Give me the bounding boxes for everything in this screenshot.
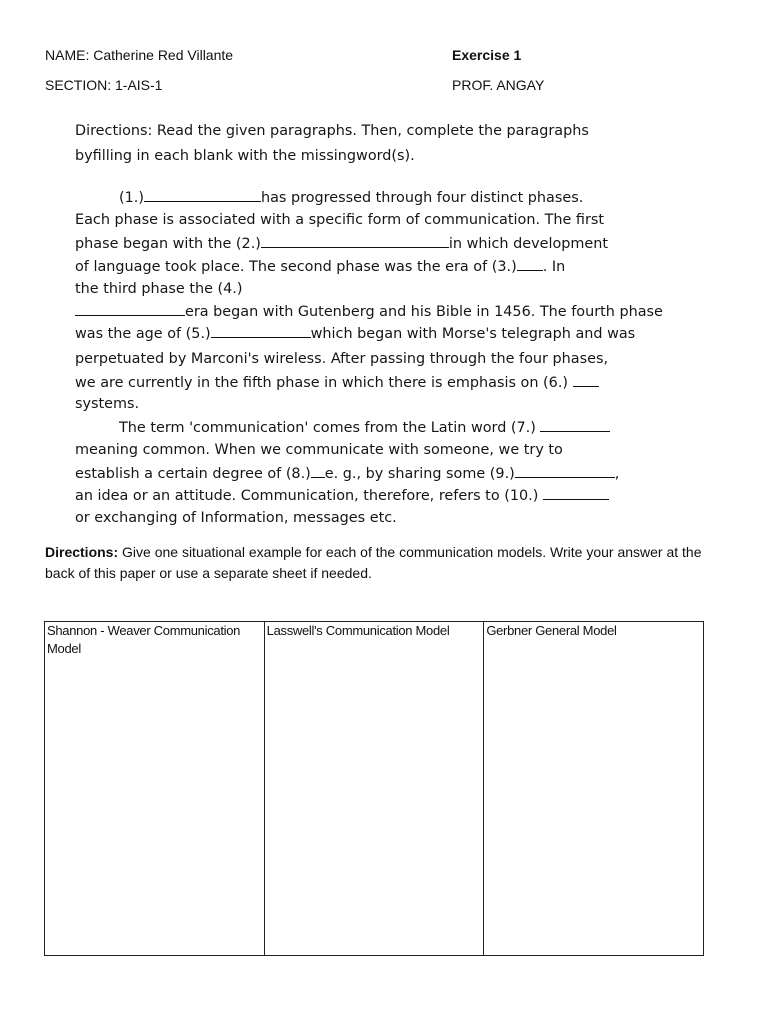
blank-8[interactable]: [311, 462, 325, 478]
student-section: SECTION: 1-AIS-1: [45, 77, 163, 93]
passage-line: phase began with the (2.) in which development: [75, 232, 608, 255]
table-row: [45, 622, 704, 956]
passage-line: the third phase the (4.): [75, 281, 243, 297]
passage-line: or exchanging of Information, messages etc.: [75, 510, 397, 526]
directions-text: Give one situational example for each of the communication models. Write your answer at the back of this paper or use a separate sheet if needed.: [45, 544, 702, 581]
passage-line: era began with Gutenberg and his Bible in 1456. The fourth phase: [75, 300, 663, 323]
directions-line-2: byfilling in each blank with the missingword(s).: [75, 148, 415, 164]
gerbner-cell[interactable]: Gerbner General Model: [484, 622, 704, 956]
blank-5[interactable]: [211, 322, 311, 338]
blank-6[interactable]: [573, 371, 599, 387]
blank-3[interactable]: [517, 255, 543, 271]
passage-line: systems.: [75, 396, 140, 412]
passage-line: establish a certain degree of (8.) e. g., by sharing some (9.) ,: [75, 462, 619, 485]
passage-line: was the age of (5.) which began with Morse's telegraph and was: [75, 322, 635, 345]
passage-line: The term 'communication' comes from the Latin word (7.): [119, 416, 610, 439]
blank-2[interactable]: [261, 232, 449, 248]
passage-line: an idea or an attitude. Communication, therefore, refers to (10.): [75, 484, 609, 507]
passage-line: (1.) has progressed through four distinct phases.: [119, 186, 583, 209]
blank-4[interactable]: [75, 300, 185, 316]
blank-1[interactable]: [144, 186, 261, 202]
shannon-weaver-cell[interactable]: Shannon - Weaver Communication Model: [45, 622, 265, 956]
blank-10[interactable]: [543, 484, 609, 500]
passage-line: we are currently in the fifth phase in which there is emphasis on (6.): [75, 371, 599, 394]
passage-line: meaning common. When we communicate with someone, we try to: [75, 442, 563, 458]
blank-9[interactable]: [515, 462, 615, 478]
directions-label: Directions:: [45, 544, 119, 560]
student-name: NAME: Catherine Red Villante: [45, 47, 234, 63]
passage-line: of language took place. The second phase was the era of (3.) . In: [75, 255, 565, 278]
blank-7[interactable]: [540, 416, 610, 432]
professor-name: PROF. ANGAY: [452, 77, 545, 93]
lasswell-cell[interactable]: Lasswell's Communication Model: [264, 622, 484, 956]
exercise-title: Exercise 1: [452, 47, 522, 63]
directions-line-1: Directions: Read the given paragraphs. Then, complete the paragraphs: [75, 123, 589, 139]
model-directions: [45, 542, 725, 584]
passage-line: perpetuated by Marconi's wireless. After passing through the four phases,: [75, 351, 609, 367]
passage-line: Each phase is associated with a specific form of communication. The first: [75, 212, 605, 228]
communication-models-table: [44, 621, 704, 956]
